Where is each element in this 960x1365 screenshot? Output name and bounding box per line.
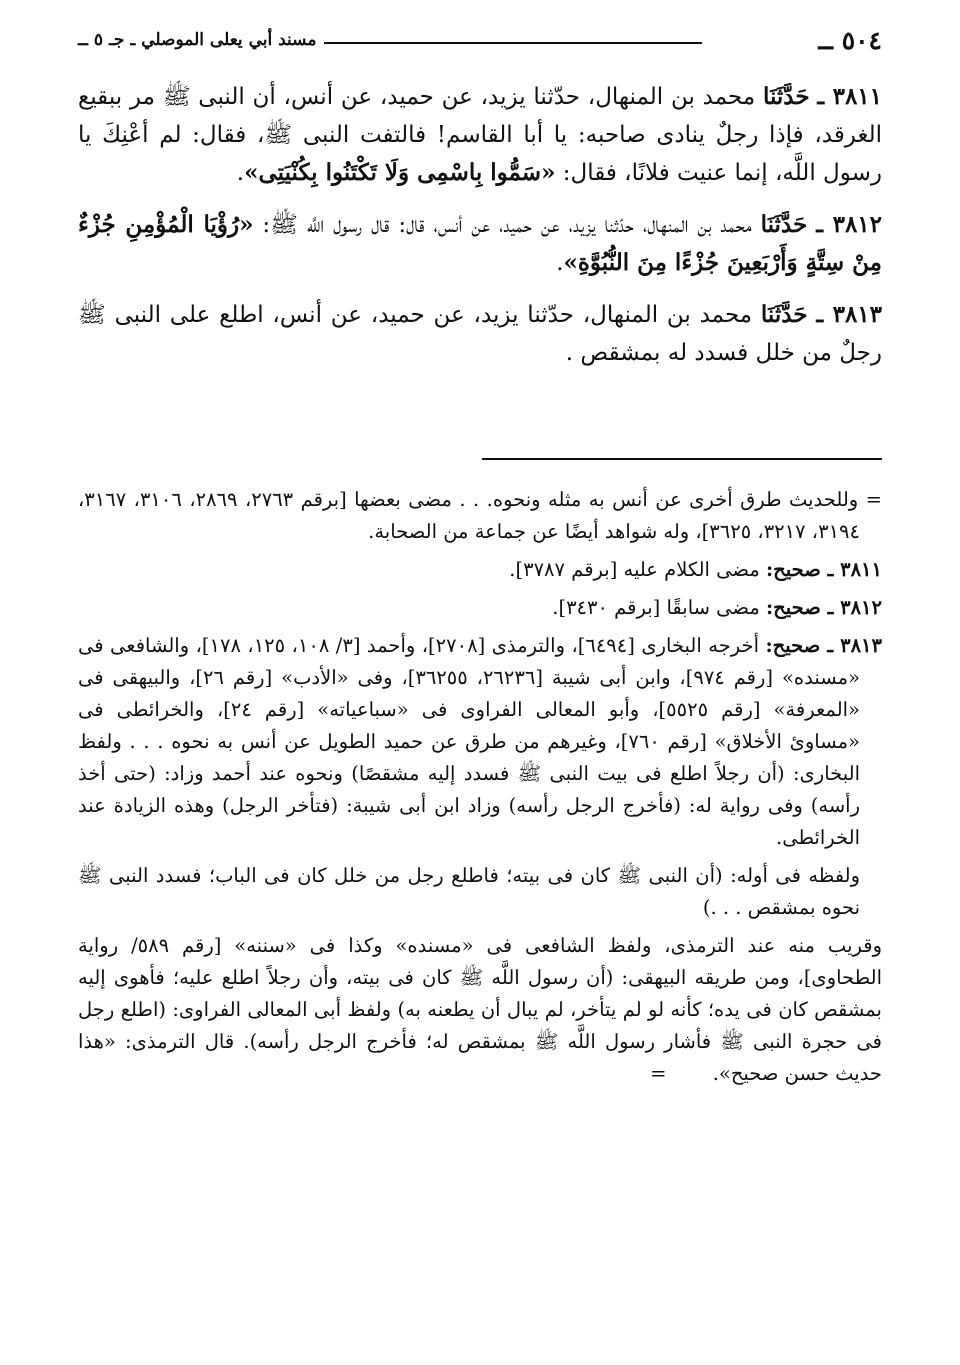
footnote-text: = وللحديث طرق أخرى عن أنس به مثله ونحوه. . . مضى بعضها [برقم ٢٧٦٣، ٢٨٦٩، ٣١٠٦، ٣١٦٧، ٣١٩٤، ٣٢١٧، ٣٦٢٥]، وله شواهد أيضًا عن جماعة من الصحابة. xyxy=(78,488,882,543)
footnotes xyxy=(78,484,882,1096)
footnote-label: ٣٨١٢ ـ صحيح: xyxy=(765,596,882,619)
hadith-chain-text: محمد بن المنهال، حدّثنا يزيد، عن حميد، عن أنس، أن النبى ﷺ مر ببقيع الغرقد، فإذا رجلٌ ينادى صاحبه: يا أبا القاسم! فالتفت النبى ﷺ، فقال: لم أعْنِكَ يا رسول اللَّه، إنما عنيت فلانًا، فقال: xyxy=(78,84,882,186)
hadith-number: ٣٨١٢ ـ xyxy=(816,211,883,238)
hadith-matn: «سَمُّوا بِاسْمِى وَلَا تَكْتَنُوا بِكُنْيَتِى» xyxy=(244,159,556,186)
footnote-3812 xyxy=(78,592,882,624)
footnote-text: أخرجه البخارى [٦٤٩٤]، والترمذى [٢٧٠٨]، وأحمد [٣/ ١٠٨، ١٢٥، ١٧٨]، والشافعى فى «مسنده» [رقم ٩٧٤]، وابن أبى شيبة [٢٦٢٣٦، ٣٦٢٥٥]، وفى «الأدب» [رقم ٢٦]، والبيهقى فى «المعرفة» [رقم ٥٥٢٥]، وأبو المعالى الفراوى فى «سباعياته» [رقم ٢٤]، والخرائطى فى «مساوئ الأخلاق» [رقم ٧٦٠]، وغيرهم من طرق عن حميد الطويل عن أنس به نحوه . . . ولفظ البخارى: (أن رجلاً اطلع فى بيت النبى ﷺ فسدد إليه مشقصًا) ونحوه عند أحمد وزاد: (حتى أخذ رأسه) وفى رواية له: (فأخرج الرجل رأسه) وزاد ابن أبى شيبة: (فتأخر الرجل) وهذه الزيادة عند الخرائطى. xyxy=(78,634,860,849)
footnote-text: مضى الكلام عليه [برقم ٣٧٨٧]. xyxy=(509,558,766,581)
hadith-3813 xyxy=(78,296,882,372)
page-number: ٥٠٤ ــ xyxy=(810,26,882,55)
footnote-3811 xyxy=(78,554,882,586)
hadith-chain-text: محمد بن المنهال، حدّثنا يزيد، عن حميد، عن أنس، قال: قال رسول اللَّه ﷺ: xyxy=(253,212,761,238)
hadith-3812 xyxy=(78,206,882,282)
hadith-matn: «رُؤْيَا الْمُؤْمِنِ جُزْءٌ مِنْ سِتَّةٍ وَأَرْبَعِينَ جُزْءًا مِنَ النُّبُوَّةِ» xyxy=(78,211,882,276)
footnote-continuation xyxy=(78,484,882,548)
hadith-number: ٣٨١٣ ـ xyxy=(816,301,883,328)
hadith-narration-word: حَدَّثَنَا xyxy=(760,211,808,238)
footnote-text: ولفظه فى أوله: (أن النبى ﷺ كان فى بيته؛ فاطلع رجل من خلل كان فى الباب؛ فسدد النبى ﷺ نحوه بمشقص . . .) xyxy=(78,864,860,919)
hadith-narration-word: حَدَّثَنَا xyxy=(760,301,808,328)
footnote-3813 xyxy=(78,630,882,854)
hadith-narration-word: حَدَّثَنَا xyxy=(762,83,810,110)
footnote-3813-similar xyxy=(78,930,882,1090)
hadith-end: . xyxy=(556,250,564,276)
hadith-end: . xyxy=(236,160,245,186)
hadith-number: ٣٨١١ ـ xyxy=(817,83,883,110)
footnote-label: ٣٨١٣ ـ صحيح: xyxy=(765,634,882,657)
main-text xyxy=(78,78,882,386)
continuation-mark: = xyxy=(650,1062,667,1085)
running-header xyxy=(78,26,882,62)
footnote-3813-wording xyxy=(78,860,882,924)
footnote-label: ٣٨١١ ـ صحيح: xyxy=(765,558,882,581)
hadith-chain-text: محمد بن المنهال، حدّثنا يزيد، عن حميد، عن أنس، اطلع على النبى ﷺ رجلٌ من خلل فسدد له بمشقص . xyxy=(78,302,882,366)
hadith-3811 xyxy=(78,78,882,192)
footnote-text: وقريب منه عند الترمذى، ولفظ الشافعى فى «مسنده» وكذا فى «سننه» [رقم ٥٨٩/ رواية الطحاوى]، ومن طريقه البيهقى: (أن رسول اللَّه ﷺ كان فى بيته، وأن رجلاً اطلع عليه؛ فأهوى إليه بمشقص كان فى يده؛ كأنه لو لم يتأخر، لم يبال أن يطعنه به) ولفظ أبى المعالى الفراوى: (اطلع رجل فى حجرة النبى ﷺ فأشار رسول اللَّه ﷺ بمشقص له؛ فأخرج الرجل رأسه). قال الترمذى: «هذا حديث حسن صحيح». xyxy=(78,934,882,1085)
running-title: مسند أبي يعلى الموصلي ـ جـ ٥ ــ xyxy=(78,30,324,50)
footnote-text: مضى سابقًا [برقم ٣٤٣٠]. xyxy=(552,596,766,619)
footnote-divider xyxy=(482,458,882,460)
